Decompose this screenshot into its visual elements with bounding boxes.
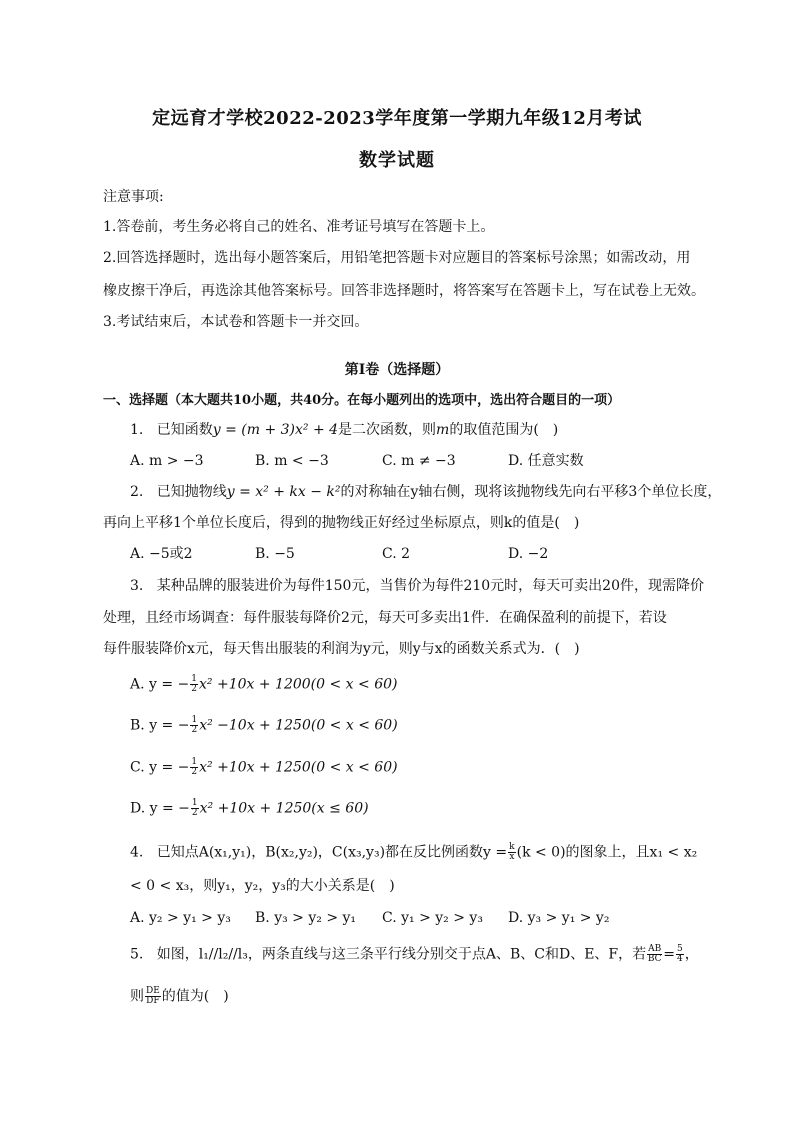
option-b: B. y = − $\frac{1}{2}$ x² −10x + 1250(0 < x < 60) bbox=[130, 715, 398, 735]
fraction: $\frac{1}{2}$ bbox=[191, 674, 198, 694]
question-number: 3. bbox=[130, 578, 144, 594]
notice-item-1: 1.答卷前，考生务必将自己的姓名、准考证号填写在答题卡上。 bbox=[103, 219, 495, 235]
question-4-cont: < 0 < x₃，则y₁，y₂，y₃的大小关系是( ) bbox=[130, 878, 395, 894]
option-b: B. y₃ > y₂ > y₁ bbox=[255, 910, 357, 926]
option-c: C. 2 bbox=[382, 546, 411, 562]
fraction: $\frac{5}{4}$ bbox=[676, 944, 683, 964]
fraction: $\frac{DE}{DF}$ bbox=[146, 986, 160, 1006]
notice-item-2: 2.回答选择题时，选出每小题答案后，用铅笔把答题卡对应题目的答案标号涂黑；如需改动，用 bbox=[103, 250, 691, 266]
question-2 bbox=[130, 483, 721, 501]
question-5: 5. 如图，l₁//l₂//l₃，两条直线与这三条平行线分别交于点A、B、C和D、E、F，若 $\frac{AB}{BC}$ = $\frac{5}{4}$ ， bbox=[130, 944, 699, 964]
notice-item-2-cont: 橡皮擦干净后，再选涂其他答案标号。回答非选择题时，将答案写在答题卡上，写在试卷上无效。 bbox=[103, 283, 705, 299]
section-heading: 一、选择题（本大题共10小题，共40分。在每小题列出的选项中，选出符合题目的一项） bbox=[103, 393, 621, 408]
notice-item-3: 3.考试结束后，本试卷和答题卡一并交回。 bbox=[103, 314, 369, 330]
fraction: $\frac{k}{x}$ bbox=[509, 842, 515, 862]
option-a: A. −5或2 bbox=[130, 546, 193, 562]
question-text: (k < 0)的图象上，且x₁ < x₂ bbox=[516, 844, 698, 861]
option-b: B. −5 bbox=[255, 546, 295, 562]
question-text: 如图，l₁//l₂//l₃，两条直线与这三条平行线分别交于点A、B、C和D、E、F，若 bbox=[156, 946, 647, 963]
question-2-cont: 再向上平移1个单位长度后，得到的抛物线正好经过坐标原点，则k的值是( ) bbox=[103, 515, 580, 531]
exam-title: 定远育才学校2022-2023学年度第一学期九年级12月考试 bbox=[152, 108, 642, 129]
fraction: $\frac{1}{2}$ bbox=[191, 715, 198, 735]
option-c: C. y = − $\frac{1}{2}$ x² +10x + 1250(0 < x < 60) bbox=[130, 757, 398, 777]
part-heading: 第Ⅰ卷（选择题） bbox=[344, 362, 450, 378]
option-d: D. y = − $\frac{1}{2}$ x² +10x + 1250(x ≤ 60) bbox=[130, 798, 369, 818]
option-c: C. y₁ > y₂ > y₃ bbox=[382, 910, 483, 926]
option-d: D. 任意实数 bbox=[508, 453, 584, 469]
notice-heading: 注意事项: bbox=[103, 189, 164, 205]
question-text: 是二次函数，则 bbox=[338, 422, 437, 438]
question-number: 5. bbox=[130, 946, 144, 963]
question-5-cont: 则 $\frac{DE}{DF}$ 的值为( ) bbox=[130, 986, 229, 1006]
question-text: 的取值范围为( ) bbox=[449, 422, 559, 438]
question-text: 已知抛物线 bbox=[156, 484, 227, 500]
math-expression: y = (m + 3)x² + 4 bbox=[212, 422, 339, 438]
option-a: A. y₂ > y₁ > y₃ bbox=[130, 910, 231, 926]
question-text: 已知函数 bbox=[156, 422, 213, 438]
question-3-cont-1: 处理，且经市场调查：每件服装每降价2元，每天可多卖出1件．在确保盈利的前提下，若设 bbox=[103, 610, 667, 626]
option-a: A. y = − $\frac{1}{2}$ x² +10x + 1200(0 < x < 60) bbox=[130, 674, 398, 694]
fraction: $\frac{1}{2}$ bbox=[191, 798, 198, 818]
question-text: 的对称轴在y轴右侧，现将该抛物线先向右平移3个单位长度， bbox=[340, 484, 722, 500]
option-a: A. m > −3 bbox=[130, 453, 204, 469]
question-number: 4. bbox=[130, 844, 144, 861]
option-d: D. −2 bbox=[508, 546, 549, 562]
question-text: 某种品牌的服装进价为每件150元，当售价为每件210元时，每天可卖出20件，现需降价 bbox=[156, 578, 704, 594]
question-number: 1. bbox=[130, 422, 144, 438]
question-4 bbox=[130, 843, 697, 862]
math-variable: m bbox=[436, 422, 450, 438]
question-3 bbox=[130, 577, 704, 595]
fraction: $\frac{AB}{BC}$ bbox=[647, 944, 662, 964]
question-1 bbox=[130, 421, 558, 439]
option-b: B. m < −3 bbox=[255, 453, 329, 469]
fraction: $\frac{1}{2}$ bbox=[191, 757, 198, 777]
option-c: C. m ≠ −3 bbox=[382, 453, 456, 469]
question-text: 已知点A(x₁,y₁)，B(x₂,y₂)，C(x₃,y₃)都在反比例函数y = bbox=[156, 844, 508, 861]
question-number: 2. bbox=[130, 484, 144, 500]
option-d: D. y₃ > y₁ > y₂ bbox=[508, 910, 610, 926]
math-expression: y = x² + kx − k² bbox=[226, 484, 341, 500]
question-3-cont-2: 每件服装降价x元，每天售出服装的利润为y元，则y与x的函数关系式为．( ) bbox=[103, 641, 580, 657]
exam-subtitle: 数学试题 bbox=[359, 150, 435, 171]
